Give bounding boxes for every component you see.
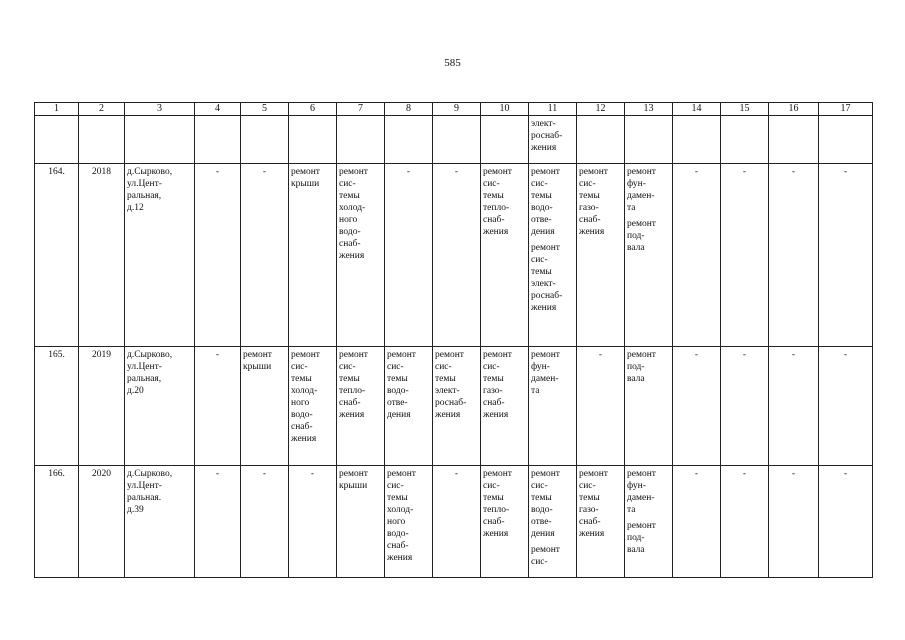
work-type: ремонт сис- темы газо- снаб- жения: [579, 469, 608, 539]
empty-dash: -: [454, 469, 459, 479]
column-header: 14: [673, 103, 721, 116]
work-type: ремонт фун- дамен- та: [627, 167, 656, 213]
work-type: ремонт крыши: [243, 350, 272, 372]
column-header: 1: [35, 103, 79, 116]
continuation-text: элект- роснаб- жения: [531, 119, 563, 153]
work-cell-col-7: [337, 347, 385, 466]
page-number: 585: [444, 57, 461, 69]
empty-dash: -: [791, 167, 796, 177]
repair-year: [79, 347, 125, 466]
column-header: 5: [241, 103, 289, 116]
work-cell-col-9: [433, 347, 481, 466]
work-type: ремонт крыши: [291, 167, 320, 189]
empty-dash: -: [843, 350, 848, 360]
work-cell-col-6: [289, 164, 337, 347]
empty-dash: -: [262, 469, 267, 479]
column-header: 12: [577, 103, 625, 116]
column-number-row: [35, 103, 873, 116]
work-cell-col-10: [481, 164, 529, 347]
repair-year-text: 2019: [92, 350, 111, 360]
repair-year: [79, 164, 125, 347]
building-address: [125, 466, 195, 578]
work-type: ремонт сис- темы элект- роснаб- жения: [435, 350, 467, 420]
continuation-row: [35, 116, 873, 164]
column-header: 10: [481, 103, 529, 116]
work-cell-col-16: [769, 347, 819, 466]
column-header: 15: [721, 103, 769, 116]
row-number: [35, 466, 79, 578]
column-header: 4: [195, 103, 241, 116]
empty-dash: -: [262, 167, 267, 177]
work-type: ремонт сис- темы газо- снаб- жения: [579, 167, 608, 237]
empty-dash: -: [215, 350, 220, 360]
building-address: [125, 164, 195, 347]
column-header: 13: [625, 103, 673, 116]
work-cell-col-11: [529, 164, 577, 347]
work-type: ремонт под- вала: [627, 350, 656, 384]
work-type: ремонт крыши: [339, 469, 368, 491]
work-type: ремонт сис- темы тепло- снаб- жения: [339, 350, 368, 420]
column-header: 6: [289, 103, 337, 116]
column-header: 16: [769, 103, 819, 116]
work-cell-col-11: [529, 347, 577, 466]
column-header: 9: [433, 103, 481, 116]
work-cell-col-16: [769, 164, 819, 347]
work-cell-col-17: [819, 164, 873, 347]
repair-year-text: 2020: [92, 469, 111, 479]
empty-dash: -: [598, 350, 603, 360]
empty-dash: -: [310, 469, 315, 479]
work-cell-col-5: [241, 466, 289, 578]
work-cell-col-14: [673, 164, 721, 347]
work-cell-col-14: [673, 466, 721, 578]
work-cell-col-9: [433, 466, 481, 578]
empty-dash: -: [742, 469, 747, 479]
empty-dash: -: [694, 167, 699, 177]
work-cell-col-11: [529, 466, 577, 578]
column-header: 7: [337, 103, 385, 116]
work-cell-col-4: [195, 164, 241, 347]
work-type: ремонт сис- темы тепло- снаб- жения: [483, 167, 512, 237]
work-type: ремонт сис- темы водо- отве- дения: [531, 167, 560, 237]
building-address-text: д.Сырково, ул.Цент- ральная. д.39: [127, 469, 173, 515]
column-header: 17: [819, 103, 873, 116]
work-cell-col-6: [289, 466, 337, 578]
work-cell-col-13: [625, 347, 673, 466]
work-cell-col-8: [385, 347, 433, 466]
work-type: ремонт сис- темы холод- ного водо- снаб- жения: [387, 469, 416, 563]
column-header: 2: [79, 103, 125, 116]
empty-dash: -: [694, 350, 699, 360]
empty-dash: -: [742, 167, 747, 177]
work-type: ремонт сис-: [531, 545, 560, 567]
work-cell-col-10: [481, 466, 529, 578]
row-number-text: 166.: [48, 469, 65, 479]
work-type: ремонт сис- темы водо- отве- дения: [387, 350, 416, 420]
work-cell-col-14: [673, 347, 721, 466]
empty-dash: -: [454, 167, 459, 177]
empty-dash: -: [791, 469, 796, 479]
empty-dash: -: [215, 469, 220, 479]
work-cell-col-12: [577, 466, 625, 578]
work-cell-col-6: [289, 347, 337, 466]
work-cell-col-4: [195, 347, 241, 466]
building-address: [125, 347, 195, 466]
building-address-text: д.Сырково, ул.Цент- ральная, д.12: [127, 167, 173, 213]
row-number-text: 164.: [48, 167, 65, 177]
work-cell-col-5: [241, 347, 289, 466]
work-cell-col-15: [721, 164, 769, 347]
work-cell-col-8: [385, 164, 433, 347]
work-type: ремонт сис- темы газо- снаб- жения: [483, 350, 512, 420]
work-cell-col-15: [721, 466, 769, 578]
work-cell-col-9: [433, 164, 481, 347]
column-header: 11: [529, 103, 577, 116]
work-type: ремонт сис- темы водо- отве- дения: [531, 469, 560, 539]
row-number-text: 165.: [48, 350, 65, 360]
building-address-text: д.Сырково, ул.Цент- ральная, д.20: [127, 350, 173, 396]
work-cell-col-12: [577, 164, 625, 347]
empty-dash: -: [843, 167, 848, 177]
work-cell-col-12: [577, 347, 625, 466]
work-cell-col-13: [625, 466, 673, 578]
work-type: ремонт под- вала: [627, 521, 656, 555]
work-cell-col-7: [337, 466, 385, 578]
work-cell-col-17: [819, 466, 873, 578]
empty-dash: -: [742, 350, 747, 360]
table-row: [35, 347, 873, 466]
empty-dash: -: [215, 167, 220, 177]
capital-repair-table: [34, 102, 873, 578]
row-number: [35, 347, 79, 466]
work-cell-col-8: [385, 466, 433, 578]
table-row: [35, 164, 873, 347]
work-cell-col-15: [721, 347, 769, 466]
work-cell-col-17: [819, 347, 873, 466]
empty-dash: -: [791, 350, 796, 360]
empty-dash: -: [694, 469, 699, 479]
work-cell-col-7: [337, 164, 385, 347]
table-row: [35, 466, 873, 578]
column-header: 3: [125, 103, 195, 116]
work-cell-col-10: [481, 347, 529, 466]
work-cell-col-5: [241, 164, 289, 347]
empty-dash: -: [406, 167, 411, 177]
work-type: ремонт под- вала: [627, 219, 656, 253]
work-type: ремонт фун- дамен- та: [627, 469, 656, 515]
column-header: 8: [385, 103, 433, 116]
work-type: ремонт сис- темы элект- роснаб- жения: [531, 243, 563, 313]
work-type: ремонт сис- темы холод- ного водо- снаб- жения: [339, 167, 368, 261]
empty-dash: -: [843, 469, 848, 479]
work-type: ремонт сис- темы холод- ного водо- снаб- жения: [291, 350, 320, 444]
row-number: [35, 164, 79, 347]
repair-year: [79, 466, 125, 578]
work-cell-col-4: [195, 466, 241, 578]
work-cell-col-16: [769, 466, 819, 578]
work-cell-col-13: [625, 164, 673, 347]
repair-year-text: 2018: [92, 167, 111, 177]
work-type: ремонт фун- дамен- та: [531, 350, 560, 396]
work-type: ремонт сис- темы тепло- снаб- жения: [483, 469, 512, 539]
